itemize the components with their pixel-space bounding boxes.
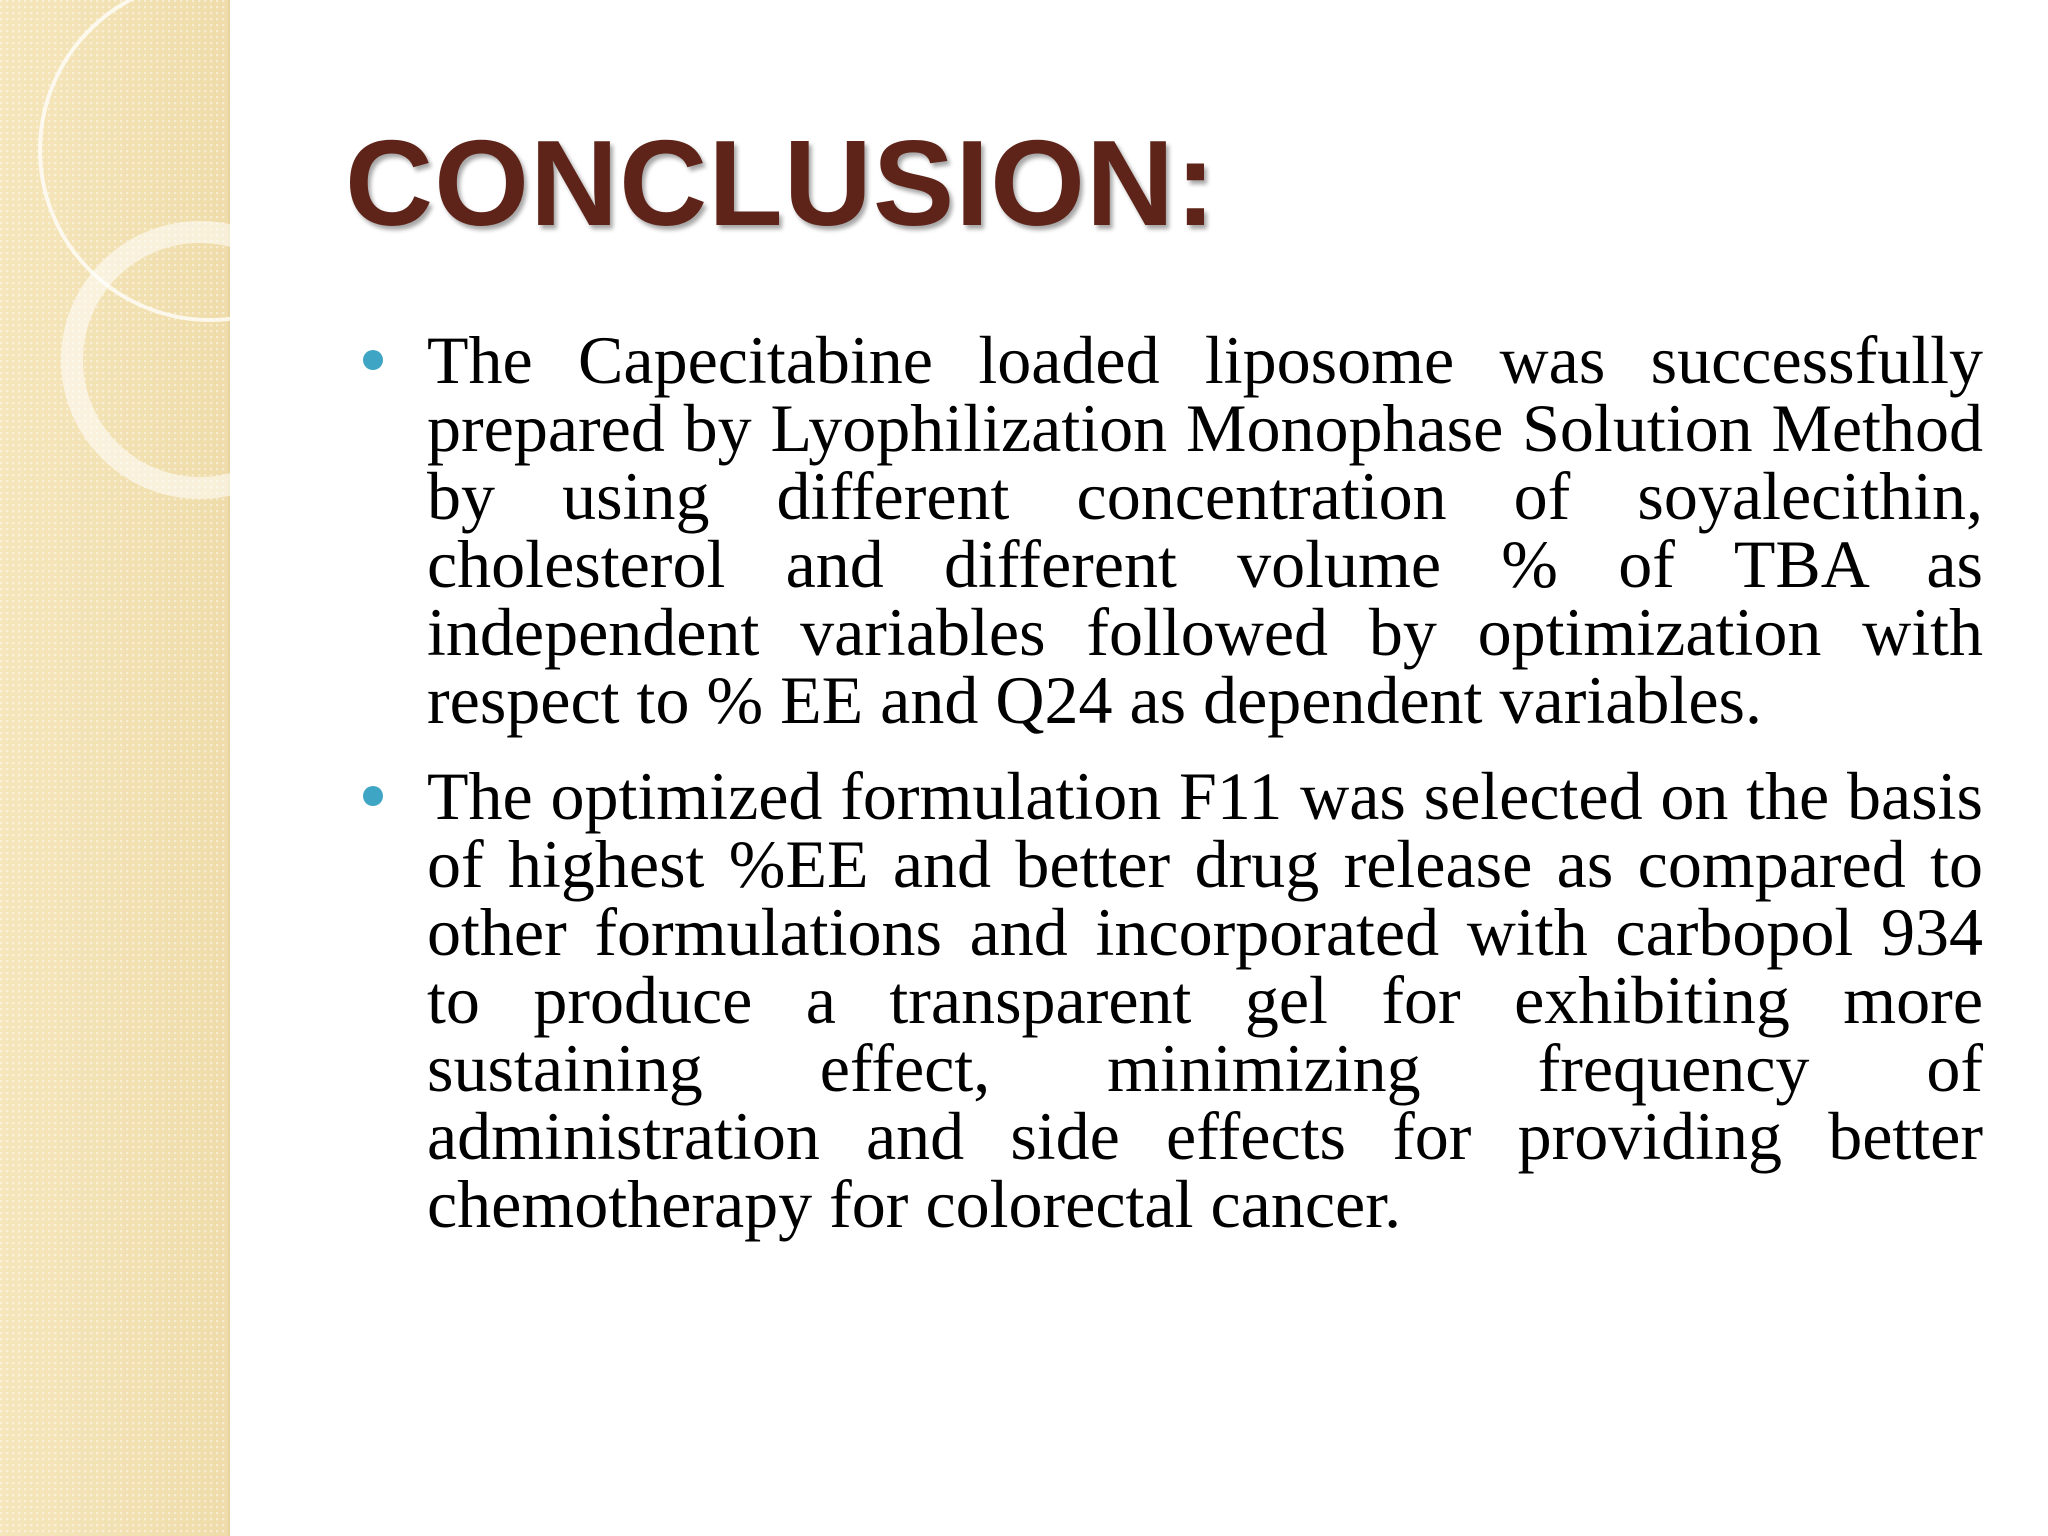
outer-ring bbox=[40, 0, 240, 320]
list-item bbox=[355, 322, 1983, 738]
decorative-side-panel bbox=[0, 0, 230, 1536]
bullet-text: The optimized formulation F11 was selected on the basis of highest %EE and better drug release as compared to other formulations and incorporated with carbopol 934 to produce a transparent gel for exhibiting more sustaining effect, minimizing frequency of administration and side effects for providing better chemotherapy for colorectal cancer. bbox=[427, 758, 1983, 1242]
bullet-icon bbox=[363, 350, 383, 370]
decorative-rings bbox=[0, 0, 240, 520]
bullet-list bbox=[355, 322, 1983, 1266]
list-item bbox=[355, 758, 1983, 1242]
bullet-icon bbox=[363, 786, 383, 806]
slide-title: CONCLUSION: bbox=[345, 115, 1217, 251]
inner-ring bbox=[72, 232, 240, 488]
bullet-text: The Capecitabine loaded liposome was successfully prepared by Lyophilization Monophase Solution Method by using different concentration of soyalecithin, cholesterol and different volume % of TBA as independent variables followed by optimization with respect to % EE and Q24 as dependent variables. bbox=[427, 322, 1983, 738]
